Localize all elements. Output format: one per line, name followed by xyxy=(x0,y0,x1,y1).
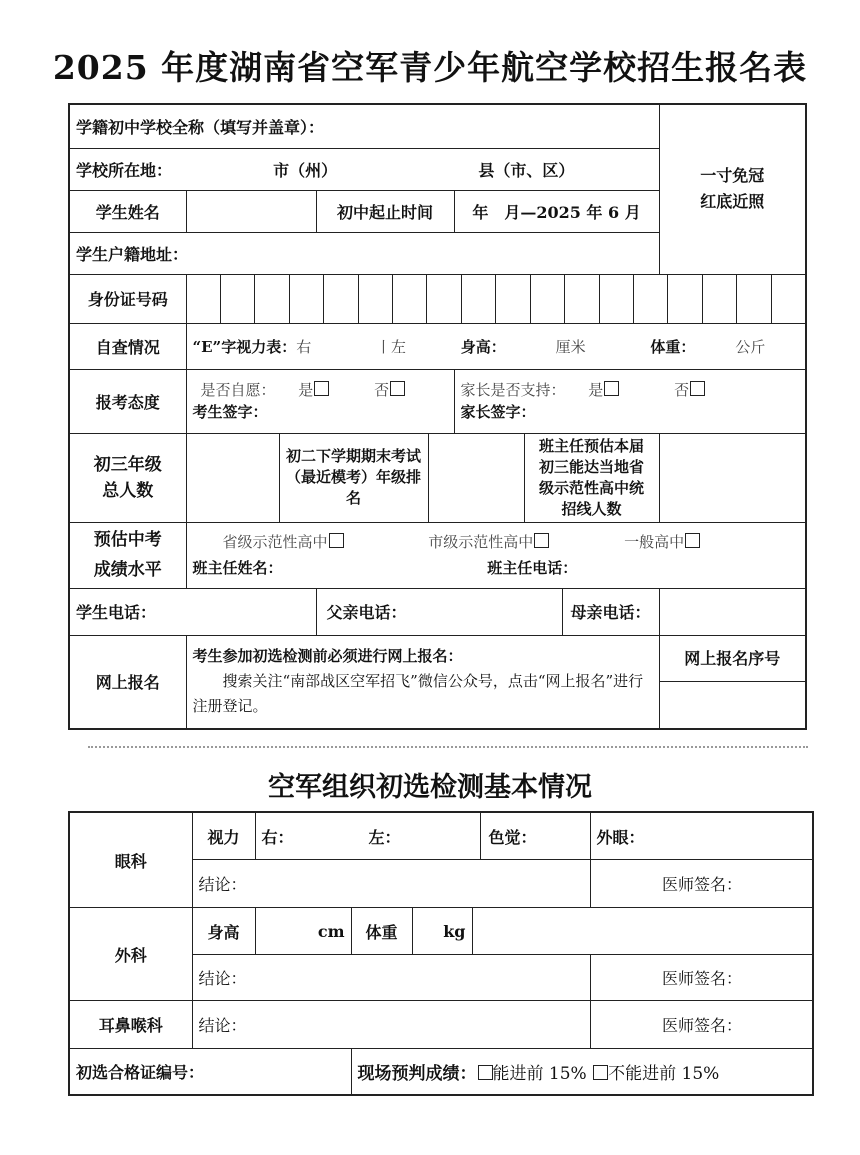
ent-dept-label: 耳鼻喉科 xyxy=(69,1001,192,1049)
cert-number-label: 初选合格证编号： xyxy=(76,1062,205,1082)
parent-attitude-cell[interactable] xyxy=(454,369,806,433)
self-check-label: 自查情况 xyxy=(69,323,186,369)
teacher-name-label: 班主任姓名： xyxy=(192,559,283,577)
id-number-input[interactable] xyxy=(186,274,806,323)
online-notice xyxy=(186,635,659,729)
id-number-cells xyxy=(187,275,806,323)
city-school-label: 市级示范性高中 xyxy=(428,533,534,551)
eye-doctor-sign-field[interactable] xyxy=(590,860,813,908)
surgery-extra-cell[interactable] xyxy=(472,908,813,955)
voluntary-yes-checkbox[interactable] xyxy=(314,381,329,396)
eye-chart-label: “E”字视力表： xyxy=(192,337,297,356)
can-top-label: 能进前 15% xyxy=(492,1063,587,1084)
parent-yes-label: 是 xyxy=(588,381,604,399)
student-phone-field[interactable] xyxy=(69,588,316,635)
mother-phone-field[interactable] xyxy=(563,589,659,635)
address-label: 学生户籍地址： xyxy=(76,244,189,264)
height-exam-label: 身高 xyxy=(192,908,255,955)
period-label: 初中起止时间 xyxy=(316,190,454,232)
teacher-estimate-label: 班主任预估本届初三能达当地省级示范性高中统招线人数 xyxy=(539,436,645,518)
cert-number-field[interactable] xyxy=(69,1049,351,1095)
cm-unit: cm xyxy=(317,921,345,941)
ranking-row xyxy=(186,433,659,522)
online-notice-body: 搜索关注“南部战区空军招飞”微信公众号，点击“网上报名”进行注册登记。 xyxy=(192,672,644,715)
height-exam-input[interactable] xyxy=(255,908,351,955)
parent-no-checkbox[interactable] xyxy=(690,381,705,396)
county-label: 县（市、区） xyxy=(478,160,575,180)
school-name-label: 学籍初中学校全称（填写并盖章）： xyxy=(76,117,325,137)
general-school-label: 一般高中 xyxy=(624,533,685,551)
student-phone-label: 学生电话： xyxy=(76,603,157,622)
photo-box xyxy=(659,104,806,274)
vision-right-label: 右： xyxy=(261,827,294,847)
color-sense-field[interactable] xyxy=(481,813,590,859)
vision-fields[interactable] xyxy=(256,813,481,859)
weight-label: 体重： xyxy=(650,337,696,356)
cannot-top-label: 不能进前 15% xyxy=(608,1063,720,1084)
form-title: 2025 年度湖南省空军青少年航空学校招生报名表 xyxy=(52,48,808,87)
parent-phone-row xyxy=(316,588,659,635)
online-notice-title: 考生参加初选检测前必须进行网上报名： xyxy=(192,647,463,665)
school-location-field[interactable] xyxy=(69,148,659,190)
photo-text-1: 一寸免冠 xyxy=(700,166,765,186)
parent-support-label: 家长是否支持： xyxy=(460,381,566,399)
registration-table xyxy=(68,103,807,730)
eye-doctor-sign-label: 医师签名： xyxy=(662,875,743,894)
cannot-top-checkbox[interactable] xyxy=(593,1065,608,1080)
voluntary-no-label: 否 xyxy=(374,381,390,399)
ent-conclusion-label: 结论： xyxy=(198,1016,247,1035)
vision-left-label: 左： xyxy=(368,827,401,847)
ent-doctor-sign-label: 医师签名： xyxy=(662,1016,743,1035)
estimate-label xyxy=(69,522,186,588)
eye-conclusion-field[interactable] xyxy=(192,860,590,908)
eye-conclusion-label: 结论： xyxy=(198,875,247,894)
city-school-checkbox[interactable] xyxy=(534,533,549,548)
voluntary-yes-label: 是 xyxy=(298,381,314,399)
estimate-label-line2: 成绩水平 xyxy=(93,560,162,580)
address-field[interactable] xyxy=(69,232,659,274)
student-sign-label: 考生签字： xyxy=(192,403,268,421)
father-phone-label: 父亲电话： xyxy=(326,603,407,622)
weight-exam-input[interactable] xyxy=(413,908,472,954)
voluntary-no-checkbox[interactable] xyxy=(390,381,405,396)
estimate-label-line1: 预估中考 xyxy=(93,530,162,550)
rank-input[interactable] xyxy=(429,434,525,522)
eye-left-label: 丨左 xyxy=(376,337,407,356)
eye-dept-label: 眼科 xyxy=(69,812,192,908)
id-label: 身份证号码 xyxy=(69,274,186,323)
kg-unit: kg xyxy=(443,921,466,941)
parent-no-label: 否 xyxy=(674,381,690,399)
city-label: 市（州） xyxy=(273,160,338,180)
mother-phone-label: 母亲电话： xyxy=(570,603,651,622)
weight-exam-label: 体重 xyxy=(352,908,413,954)
ent-doctor-sign-field[interactable] xyxy=(590,1001,813,1049)
online-serial-cell xyxy=(659,635,806,729)
school-name-field[interactable] xyxy=(69,104,659,148)
online-label: 网上报名 xyxy=(69,635,186,729)
result-field xyxy=(351,1049,813,1095)
parent-yes-checkbox[interactable] xyxy=(604,381,619,396)
eye-right-label: 右 xyxy=(296,337,312,356)
estimate-cell[interactable] xyxy=(186,522,806,588)
student-name-input[interactable] xyxy=(186,190,316,232)
period-value[interactable]: 年 月—2025 年 6 月 xyxy=(454,190,659,232)
height-label: 身高： xyxy=(460,337,506,356)
cut-line xyxy=(88,746,808,748)
weight-exam-cell xyxy=(351,908,472,955)
provincial-school-checkbox[interactable] xyxy=(329,533,344,548)
voluntary-label: 是否自愿： xyxy=(200,381,276,399)
can-top-checkbox[interactable] xyxy=(478,1065,493,1080)
weight-unit: 公斤 xyxy=(735,337,766,356)
grade-total-label: 初三年级总人数 xyxy=(69,433,186,522)
outer-eye-field[interactable] xyxy=(590,812,813,860)
surgery-conclusion-label: 结论： xyxy=(198,969,247,988)
online-serial-label: 网上报名序号 xyxy=(660,636,806,682)
height-unit: 厘米 xyxy=(555,337,586,356)
surgery-doctor-sign-label: 医师签名： xyxy=(662,969,743,988)
result-label: 现场预判成绩： xyxy=(357,1063,477,1084)
rank-label: 初二下学期期末考试（最近模考）年级排名 xyxy=(280,434,429,522)
ent-conclusion-field[interactable] xyxy=(192,1001,590,1049)
vision-label: 视力 xyxy=(192,812,255,860)
parent-sign-label: 家长签字： xyxy=(460,403,536,421)
color-sense-label: 色觉： xyxy=(488,827,537,847)
mother-phone-input[interactable] xyxy=(659,588,806,635)
outer-eye-label: 外眼： xyxy=(596,827,645,847)
surgery-conclusion-field[interactable] xyxy=(192,955,590,1001)
grade-total-input[interactable] xyxy=(187,434,280,522)
online-serial-input[interactable] xyxy=(660,682,806,728)
teacher-estimate-input[interactable] xyxy=(659,433,806,522)
father-phone-field[interactable] xyxy=(317,589,563,635)
exam-table xyxy=(68,811,814,1096)
surgery-dept-label: 外科 xyxy=(69,908,192,1001)
attitude-label: 报考态度 xyxy=(69,369,186,433)
student-name-label: 学生姓名 xyxy=(69,190,186,232)
teacher-phone-label: 班主任电话： xyxy=(487,559,578,577)
photo-text-2: 红底近照 xyxy=(700,192,765,212)
section-title: 空军组织初选检测基本情况 xyxy=(268,772,592,803)
location-label: 学校所在地： xyxy=(76,160,173,180)
provincial-school-label: 省级示范性高中 xyxy=(222,533,328,551)
self-check-row[interactable] xyxy=(186,323,806,369)
surgery-doctor-sign-field[interactable] xyxy=(590,955,813,1001)
student-attitude-cell[interactable] xyxy=(186,369,454,433)
general-school-checkbox[interactable] xyxy=(685,533,700,548)
vision-row xyxy=(255,812,590,860)
